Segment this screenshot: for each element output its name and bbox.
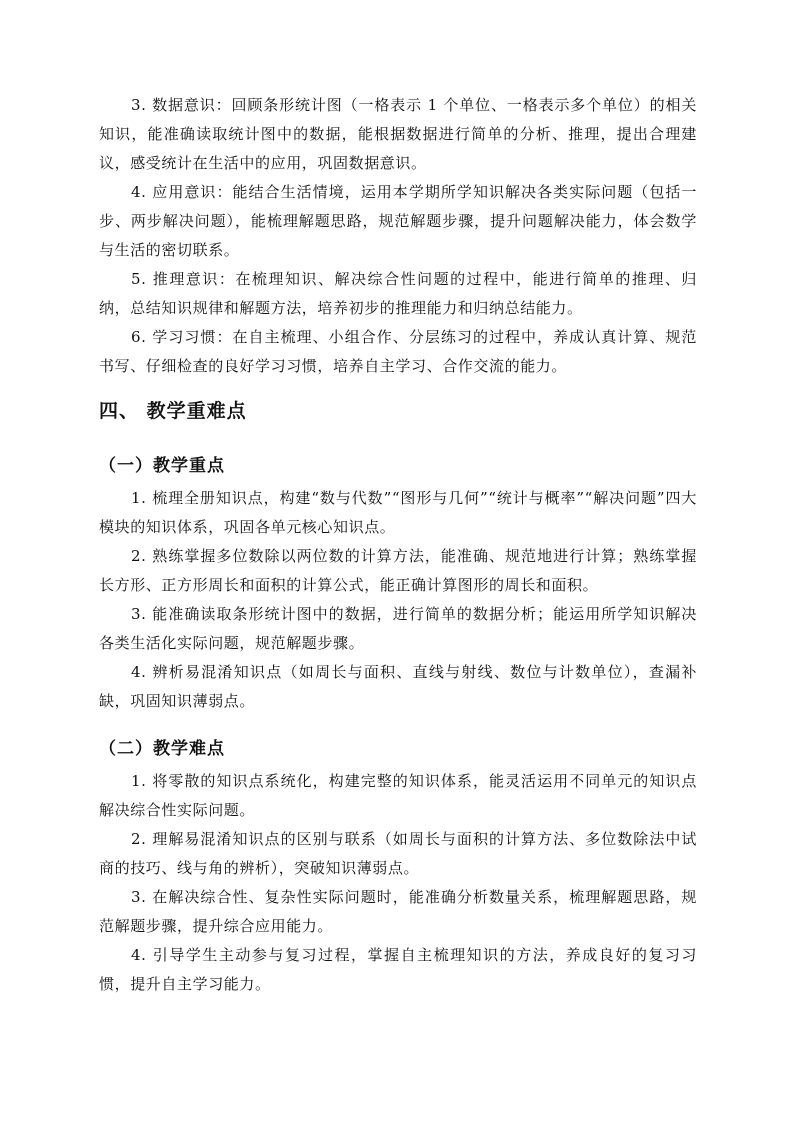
paragraph-difficult-point-4: 4. 引导学生主动参与复习过程，掌握自主梳理知识的方法，养成良好的复习习惯，提升自主学习能力。 xyxy=(99,946,697,993)
paragraph-data-awareness: 3. 数据意识：回顾条形统计图（一格表示 1 个单位、一格表示多个单位）的相关知识，能准确读取统计图中的数据，能根据数据进行简单的分析、推理，提出合理建议，感受统计在生活中的应用，巩固数据意识。 xyxy=(99,96,697,172)
paragraph-application-awareness: 4. 应用意识：能结合生活情境，运用本学期所学知识解决各类实际问题（包括一步、两步解决问题），能梳理解题思路，规范解题步骤，提升问题解决能力，体会数学与生活的密切联系。 xyxy=(99,183,697,259)
subheading-key-points: （一）教学重点 xyxy=(99,456,225,476)
paragraph-difficult-point-1: 1. 将零散的知识点系统化，构建完整的知识体系，能灵活运用不同单元的知识点解决综合性实际问题。 xyxy=(99,772,697,819)
paragraph-reasoning-awareness: 5. 推理意识：在梳理知识、解决综合性问题的过程中，能进行简单的推理、归纳，总结知识规律和解题方法，培养初步的推理能力和归纳总结能力。 xyxy=(99,270,697,317)
paragraph-key-point-1: 1. 梳理全册知识点，构建“数与代数”“图形与几何”“统计与概率”“解决问题”四大模块的知识体系，巩固各单元核心知识点。 xyxy=(99,489,697,536)
subheading-difficult-points: （二）教学难点 xyxy=(99,739,225,759)
paragraph-key-point-2: 2. 熟练掌握多位数除以两位数的计算方法，能准确、规范地进行计算；熟练掌握长方形、正方形周长和面积的计算公式，能正确计算图形的周长和面积。 xyxy=(99,547,697,594)
paragraph-study-habits: 6. 学习习惯：在自主梳理、小组合作、分层练习的过程中，养成认真计算、规范书写、仔细检查的良好学习习惯，培养自主学习、合作交流的能力。 xyxy=(99,328,697,375)
paragraph-key-point-4: 4. 辨析易混淆知识点（如周长与面积、直线与射线、数位与计数单位），查漏补缺，巩固知识薄弱点。 xyxy=(99,663,697,710)
paragraph-key-point-3: 3. 能准确读取条形统计图中的数据，进行简单的数据分析；能运用所学知识解决各类生活化实际问题，规范解题步骤。 xyxy=(99,605,697,652)
paragraph-difficult-point-3: 3. 在解决综合性、复杂性实际问题时，能准确分析数量关系，梳理解题思路，规范解题步骤，提升综合应用能力。 xyxy=(99,888,697,935)
paragraph-difficult-point-2: 2. 理解易混淆知识点的区别与联系（如周长与面积的计算方法、多位数除法中试商的技巧、线与角的辨析），突破知识薄弱点。 xyxy=(99,830,697,877)
section-heading-teaching-focus: 四、 教学重难点 xyxy=(99,400,247,422)
